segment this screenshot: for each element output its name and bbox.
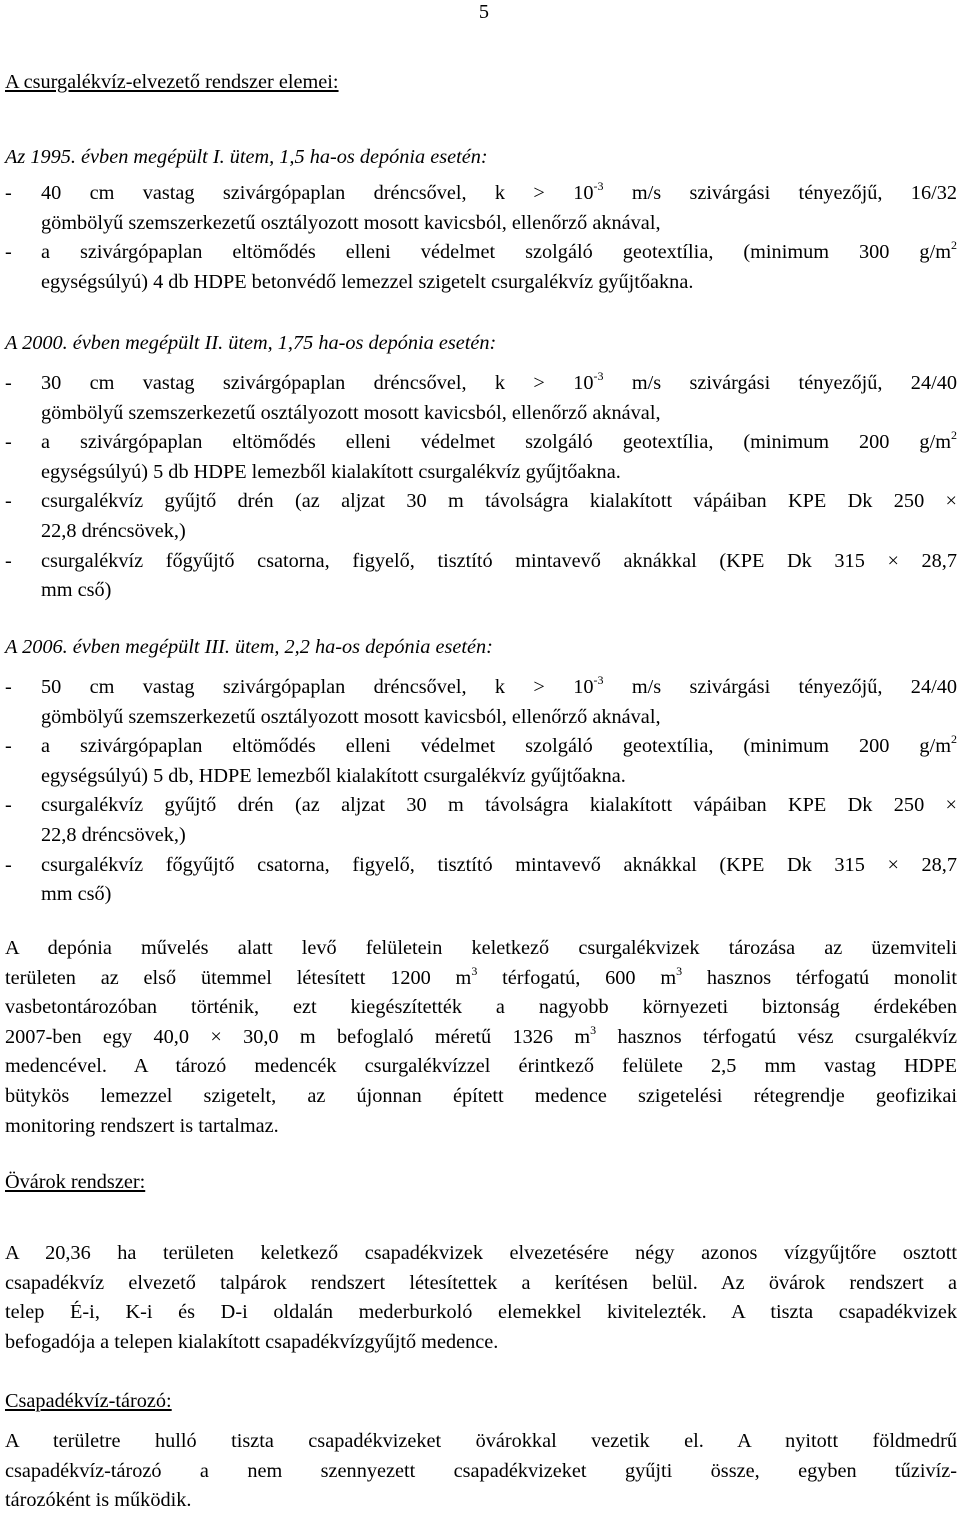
list-item-text: mm cső): [41, 579, 112, 602]
list-item-text: 30 cm vastag szivárgópaplan dréncsővel, k > 10: [41, 372, 594, 394]
list-dash: -: [5, 735, 12, 758]
list-dash: -: [5, 490, 12, 513]
list-item-text: 22,8 dréncsövek,): [41, 519, 186, 542]
list-item-text: csurgalékvíz főgyűjtő csatorna, figyelő, tisztító mintavevő aknákkal (KPE Dk 315 × 28,7: [41, 853, 957, 876]
text-run: hasznos térfogatú vész csurgalékvíz: [596, 1025, 957, 1048]
text-run: 2007-ben egy 40,0 × 30,0 m befoglaló méretű 1326 m: [5, 1025, 591, 1048]
phase1-list: [5, 179, 957, 297]
list-dash: -: [5, 549, 12, 572]
paragraph-line: tározóként is működik.: [5, 1489, 192, 1512]
paragraph-line: monitoring rendszert is tartalmaz.: [5, 1114, 279, 1137]
superscript: 3: [471, 963, 478, 978]
list-item-text: egységsúlyú) 4 db HDPE betonvédő lemezzel szigetelt csurgalékvíz gyűjtőakna.: [41, 270, 694, 293]
text-run: térfogatú, 600 m: [477, 966, 677, 989]
superscript: 2: [951, 428, 957, 443]
list-item-text: egységsúlyú) 5 db HDPE lemezből kialakított csurgalékvíz gyűjtőakna.: [41, 460, 621, 483]
list-item-text: m/s szivárgási tényezőjű, 24/40: [603, 372, 958, 394]
list-dash: -: [5, 794, 12, 817]
list-item-text: mm cső): [41, 883, 112, 906]
phase2-title: A 2000. évben megépült II. ütem, 1,75 ha-os depónia esetén:: [5, 332, 497, 354]
paragraph-line: [5, 964, 957, 994]
paragraph-line: A depónia művelés alatt levő felületein keletkező csurgalékvizek tározása az üzemviteli: [5, 937, 957, 959]
list-item: [5, 673, 957, 732]
section-heading-stormwater: Csapadékvíz-tározó:: [5, 1390, 172, 1412]
list-item: [5, 851, 957, 910]
superscript: 3: [676, 963, 683, 978]
list-item-text: a szivárgópaplan eltömődés elleni védelmet szolgáló geotextília, (minimum 200 g/m: [41, 431, 951, 454]
list-item: [5, 791, 957, 850]
list-item: [5, 428, 957, 487]
paragraph-line: A 20,36 ha területen keletkező csapadékvizek elvezetésére négy azonos vízgyűjtőre osztott: [5, 1242, 957, 1264]
list-item-text: m/s szivárgási tényezőjű, 24/40: [603, 676, 958, 698]
list-item-text: gömbölyű szemszerkezetű osztályozott mosott kavicsból, ellenőrző aknával,: [41, 705, 661, 728]
list-item-text: m/s szivárgási tényezőjű, 16/32: [603, 182, 958, 204]
phase3-title: A 2006. évben megépült III. ütem, 2,2 ha-os depónia esetén:: [5, 636, 493, 658]
list-item-text: gömbölyű szemszerkezetű osztályozott mosott kavicsból, ellenőrző aknával,: [41, 211, 661, 234]
phase1-title: Az 1995. évben megépült I. ütem, 1,5 ha-os depónia esetén:: [5, 146, 488, 168]
list-dash: -: [5, 431, 12, 454]
list-item-text: csurgalékvíz főgyűjtő csatorna, figyelő, tisztító mintavevő aknákkal (KPE Dk 315 × 28,7: [41, 549, 957, 572]
list-item-text: csurgalékvíz gyűjtő drén (az aljzat 30 m távolságra kialakított vápáiban KPE Dk 250 ×: [41, 794, 957, 817]
superscript: -3: [593, 179, 604, 193]
list-dash: -: [5, 372, 12, 394]
reservoir-paragraph: [5, 934, 957, 1141]
superscript: 3: [590, 1022, 597, 1037]
list-item-text: gömbölyű szemszerkezetű osztályozott mosott kavicsból, ellenőrző aknával,: [41, 401, 661, 424]
paragraph-line: csapadékvíz elvezető talpárok rendszert létesítettek a kerítésen belül. Az övárok rendszert a: [5, 1271, 957, 1294]
list-item-text: 50 cm vastag szivárgópaplan dréncsővel, k > 10: [41, 676, 594, 698]
phase3-list: [5, 673, 957, 910]
list-item: [5, 369, 957, 428]
paragraph-line: [5, 1023, 957, 1053]
list-item-text: a szivárgópaplan eltömődés elleni védelmet szolgáló geotextília, (minimum 200 g/m: [41, 735, 951, 758]
list-dash: -: [5, 676, 12, 698]
paragraph-line: medencével. A tározó medencék csurgalékvízzel érintkező felülete 2,5 mm vastag HDPE: [5, 1055, 957, 1078]
list-item: [5, 238, 957, 297]
ditch-paragraph: [5, 1239, 957, 1357]
list-item-text: 22,8 dréncsövek,): [41, 823, 186, 846]
text-run: területen az első ütemmel létesített 1200 m: [5, 966, 472, 989]
paragraph-line: csapadékvíz-tározó a nem szennyezett csapadékvizeket gyűjti össze, egyben tűzivíz-: [5, 1459, 957, 1482]
list-dash: -: [5, 241, 12, 264]
section-heading-leachate: A csurgalékvíz-elvezető rendszer elemei:: [5, 71, 339, 93]
list-item-text: a szivárgópaplan eltömődés elleni védelmet szolgáló geotextília, (minimum 300 g/m: [41, 241, 951, 264]
superscript: 2: [951, 238, 957, 253]
paragraph-line: vasbetontározóban történik, ezt kiegészítették a nagyobb környezeti biztonság érdekében: [5, 996, 957, 1019]
stormwater-paragraph: [5, 1427, 957, 1516]
phase2-list: [5, 369, 957, 606]
text-run: hasznos térfogatú monolit: [682, 966, 957, 989]
list-item: [5, 547, 957, 606]
list-item: [5, 732, 957, 791]
superscript: -3: [593, 673, 604, 687]
page-number: 5: [478, 1, 489, 23]
list-item: [5, 179, 957, 238]
list-item-text: csurgalékvíz gyűjtő drén (az aljzat 30 m távolságra kialakított vápáiban KPE Dk 250 ×: [41, 490, 957, 513]
paragraph-line: bütykös lemezzel szigetelt, az újonnan épített medence szigetelési rétegrendje geofizikai: [5, 1084, 957, 1107]
paragraph-line: A területre hulló tiszta csapadékvizeket övárokkal vezetik el. A nyitott földmedrű: [5, 1430, 957, 1452]
list-item-text: egységsúlyú) 5 db, HDPE lemezből kialakított csurgalékvíz gyűjtőakna.: [41, 764, 626, 787]
list-dash: -: [5, 182, 12, 204]
paragraph-line: telep É-i, K-i és D-i oldalán mederburkoló elemekkel kivitelezték. A tiszta csapadékvizek: [5, 1301, 957, 1324]
section-heading-ditch: Övárok rendszer:: [5, 1171, 146, 1193]
superscript: 2: [951, 732, 957, 747]
list-item-text: 40 cm vastag szivárgópaplan dréncsővel, k > 10: [41, 182, 594, 204]
list-item: [5, 487, 957, 546]
paragraph-line: befogadója a telepen kialakított csapadékvízgyűjtő medence.: [5, 1330, 499, 1353]
list-dash: -: [5, 853, 12, 876]
superscript: -3: [593, 369, 604, 383]
